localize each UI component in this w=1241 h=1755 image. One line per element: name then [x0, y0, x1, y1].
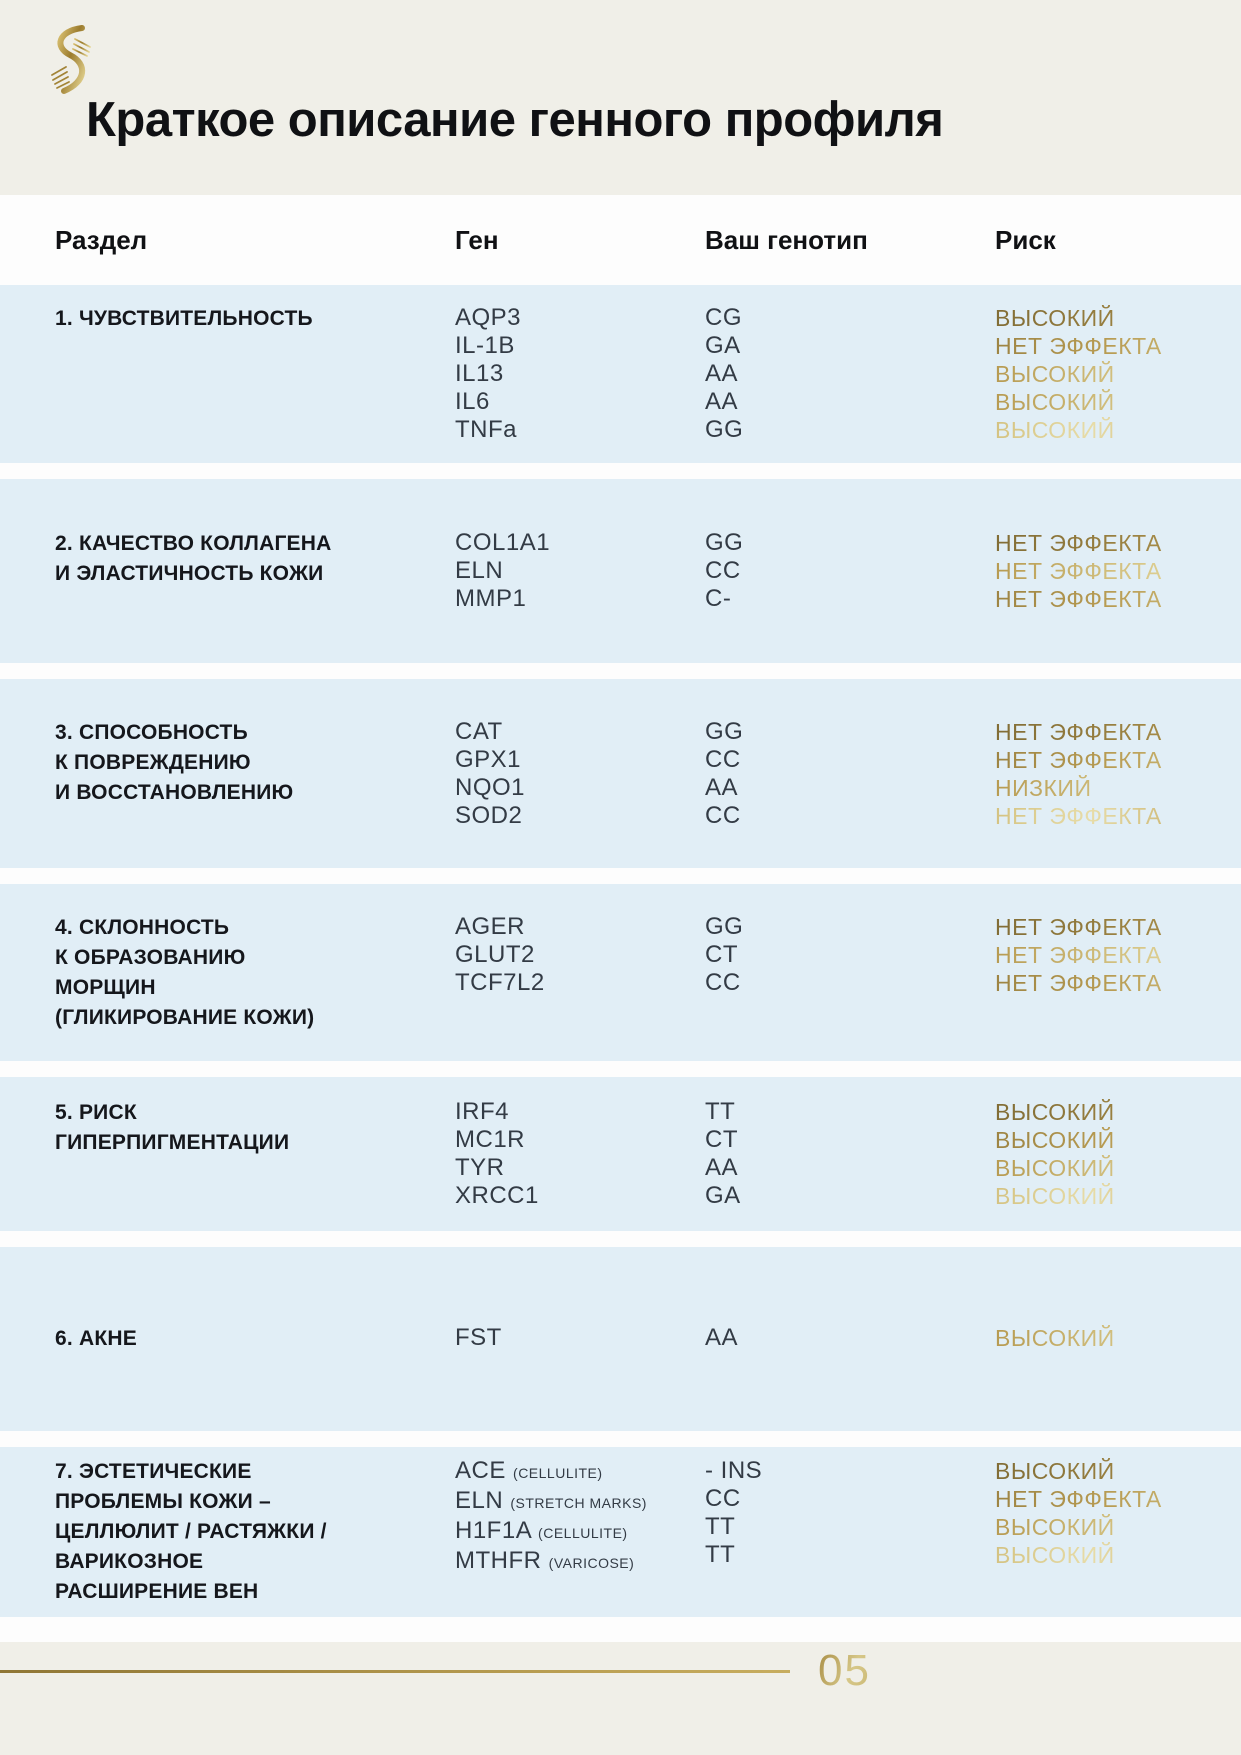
gene-name: TCF7L2: [455, 968, 545, 996]
risk-value: ВЫСОКИЙ: [995, 388, 1241, 416]
genotype-value: GG: [705, 529, 744, 556]
section-title: 1. ЧУВСТВИТЕЛЬНОСТЬ: [55, 307, 313, 330]
page-number: 05: [818, 1646, 871, 1695]
section-title: 7. ЭСТЕТИЧЕСКИЕ: [55, 1460, 252, 1483]
genotype-value: GG: [705, 717, 744, 745]
gene-name: TNFa: [455, 416, 517, 443]
section-title: ВАРИКОЗНОЕ: [55, 1550, 204, 1573]
risk-value: НЕТ ЭФФЕКТА: [995, 332, 1241, 360]
gene-name: TYR: [455, 1154, 505, 1181]
section-title: К ПОВРЕЖДЕНИЮ: [55, 750, 251, 774]
genotype-value: CC: [705, 801, 741, 829]
risk-value: НЕТ ЭФФЕКТА: [995, 746, 1241, 774]
section-title: ПРОБЛЕМЫ КОЖИ –: [55, 1490, 271, 1513]
section-sensitivity: [0, 285, 1241, 463]
genotype-value: AA: [705, 388, 739, 415]
page-title: Краткое описание генного профиля: [86, 93, 944, 147]
risk-value: НЕТ ЭФФЕКТА: [995, 802, 1241, 830]
gene-name: GPX1: [455, 745, 522, 773]
risk-value: ВЫСОКИЙ: [995, 304, 1241, 332]
section-title: ГИПЕРПИГМЕНТАЦИИ: [55, 1131, 290, 1154]
genotype-value: CG: [705, 304, 742, 331]
genotype-value: AA: [705, 1324, 739, 1351]
section-title: И ВОССТАНОВЛЕНИЮ: [55, 780, 294, 804]
genotype-value: CT: [705, 1126, 738, 1153]
genotype-value: TT: [705, 1541, 736, 1568]
gene-name: ELN (STRETCH MARKS): [455, 1487, 647, 1514]
risk-value: НЕТ ЭФФЕКТА: [995, 585, 1241, 613]
genotype-value: GA: [705, 1182, 741, 1209]
risk-value: НЕТ ЭФФЕКТА: [995, 1485, 1241, 1513]
genotype-value: TT: [705, 1513, 736, 1540]
column-header-genotype: Ваш генотип: [705, 224, 868, 255]
gene-name: IRF4: [455, 1098, 510, 1125]
risk-value: ВЫСОКИЙ: [995, 1182, 1241, 1210]
gene-name: ELN: [455, 557, 504, 584]
section-acne: [0, 1247, 1241, 1431]
genotype-value: GG: [705, 912, 744, 940]
column-header-risk: Риск: [995, 224, 1056, 255]
genotype-value: GA: [705, 332, 741, 359]
genotype-value: AA: [705, 773, 739, 801]
page-header: [0, 0, 1241, 195]
risk-value: НЕТ ЭФФЕКТА: [995, 718, 1241, 746]
section-title: 3. СПОСОБНОСТЬ: [55, 720, 248, 744]
page-footer: [0, 1642, 1241, 1755]
section-title: 6. АКНЕ: [55, 1327, 137, 1350]
gene-name: H1F1A (CELLULITE): [455, 1517, 628, 1544]
section-title: РАСШИРЕНИЕ ВЕН: [55, 1580, 259, 1603]
gene-name: AGER: [455, 912, 526, 940]
gene-note: (STRETCH MARKS): [510, 1495, 647, 1511]
section-title: И ЭЛАСТИЧНОСТЬ КОЖИ: [55, 562, 324, 585]
genotype-value: CC: [705, 557, 741, 584]
gene-name: GLUT2: [455, 940, 535, 968]
section-title: ЦЕЛЛЮЛИТ / РАСТЯЖКИ /: [55, 1520, 327, 1543]
genotype-value: CC: [705, 1485, 741, 1512]
gene-name: SOD2: [455, 801, 523, 829]
risk-value: ВЫСОКИЙ: [995, 1098, 1241, 1126]
gene-name: IL6: [455, 388, 490, 415]
column-header-section: Раздел: [55, 224, 148, 255]
section-title: 5. РИСК: [55, 1101, 137, 1124]
risk-value: НЕТ ЭФФЕКТА: [995, 941, 1241, 969]
gene-name: ACE (CELLULITE): [455, 1457, 603, 1484]
genotype-value: CT: [705, 940, 738, 968]
footer-rule: [0, 1670, 790, 1673]
genotype-value: AA: [705, 360, 739, 387]
risk-value: ВЫСОКИЙ: [995, 1126, 1241, 1154]
risk-value: НЕТ ЭФФЕКТА: [995, 529, 1241, 557]
gene-note: (VARICOSE): [548, 1555, 635, 1571]
gene-name: IL13: [455, 360, 504, 387]
table-header-row: [0, 195, 1241, 285]
gene-note: (CELLULITE): [513, 1465, 603, 1481]
genotype-value: CC: [705, 745, 741, 773]
section-title: К ОБРАЗОВАНИЮ: [55, 945, 246, 969]
risk-value: НИЗКИЙ: [995, 774, 1241, 802]
gene-name: COL1A1: [455, 529, 551, 556]
risk-value: ВЫСОКИЙ: [995, 1457, 1241, 1485]
risk-value: ВЫСОКИЙ: [995, 1154, 1241, 1182]
gene-profile-table: [0, 195, 1241, 1642]
risk-value: ВЫСОКИЙ: [995, 1513, 1241, 1541]
gene-name: XRCC1: [455, 1182, 539, 1209]
gene-name: IL-1B: [455, 332, 515, 359]
section-aesthetic-problems: [0, 1447, 1241, 1617]
section-hyperpigmentation-risk: [0, 1077, 1241, 1231]
section-wrinkle-tendency: [0, 884, 1241, 1061]
gene-name: MC1R: [455, 1126, 526, 1153]
gene-name: CAT: [455, 717, 503, 745]
gene-name: MTHFR (VARICOSE): [455, 1547, 635, 1574]
section-title: 4. СКЛОННОСТЬ: [55, 915, 230, 939]
gene-name: NQO1: [455, 773, 526, 801]
section-collagen-quality: [0, 479, 1241, 663]
gene-name: FST: [455, 1324, 502, 1351]
genotype-value: AA: [705, 1154, 739, 1181]
genotype-value: - INS: [705, 1457, 763, 1484]
section-title: МОРЩИН: [55, 975, 156, 999]
section-title: 2. КАЧЕСТВО КОЛЛАГЕНА: [55, 532, 332, 555]
column-header-gene: Ген: [455, 224, 499, 255]
section-title: (ГЛИКИРОВАНИЕ КОЖИ): [55, 1005, 315, 1029]
gene-name: AQP3: [455, 304, 522, 331]
gene-note: (CELLULITE): [538, 1525, 628, 1541]
dna-helix-icon: [42, 22, 98, 103]
genotype-value: GG: [705, 416, 744, 443]
risk-value: ВЫСОКИЙ: [995, 1541, 1241, 1569]
risk-value: ВЫСОКИЙ: [995, 360, 1241, 388]
risk-value: НЕТ ЭФФЕКТА: [995, 557, 1241, 585]
risk-value: НЕТ ЭФФЕКТА: [995, 969, 1241, 997]
risk-value: ВЫСОКИЙ: [995, 416, 1241, 444]
genotype-value: TT: [705, 1098, 736, 1125]
genotype-value: CC: [705, 968, 741, 996]
risk-value: ВЫСОКИЙ: [995, 1324, 1241, 1352]
gene-name: MMP1: [455, 585, 527, 612]
risk-value: НЕТ ЭФФЕКТА: [995, 913, 1241, 941]
genotype-value: C-: [705, 585, 732, 612]
section-damage-recovery: [0, 679, 1241, 868]
